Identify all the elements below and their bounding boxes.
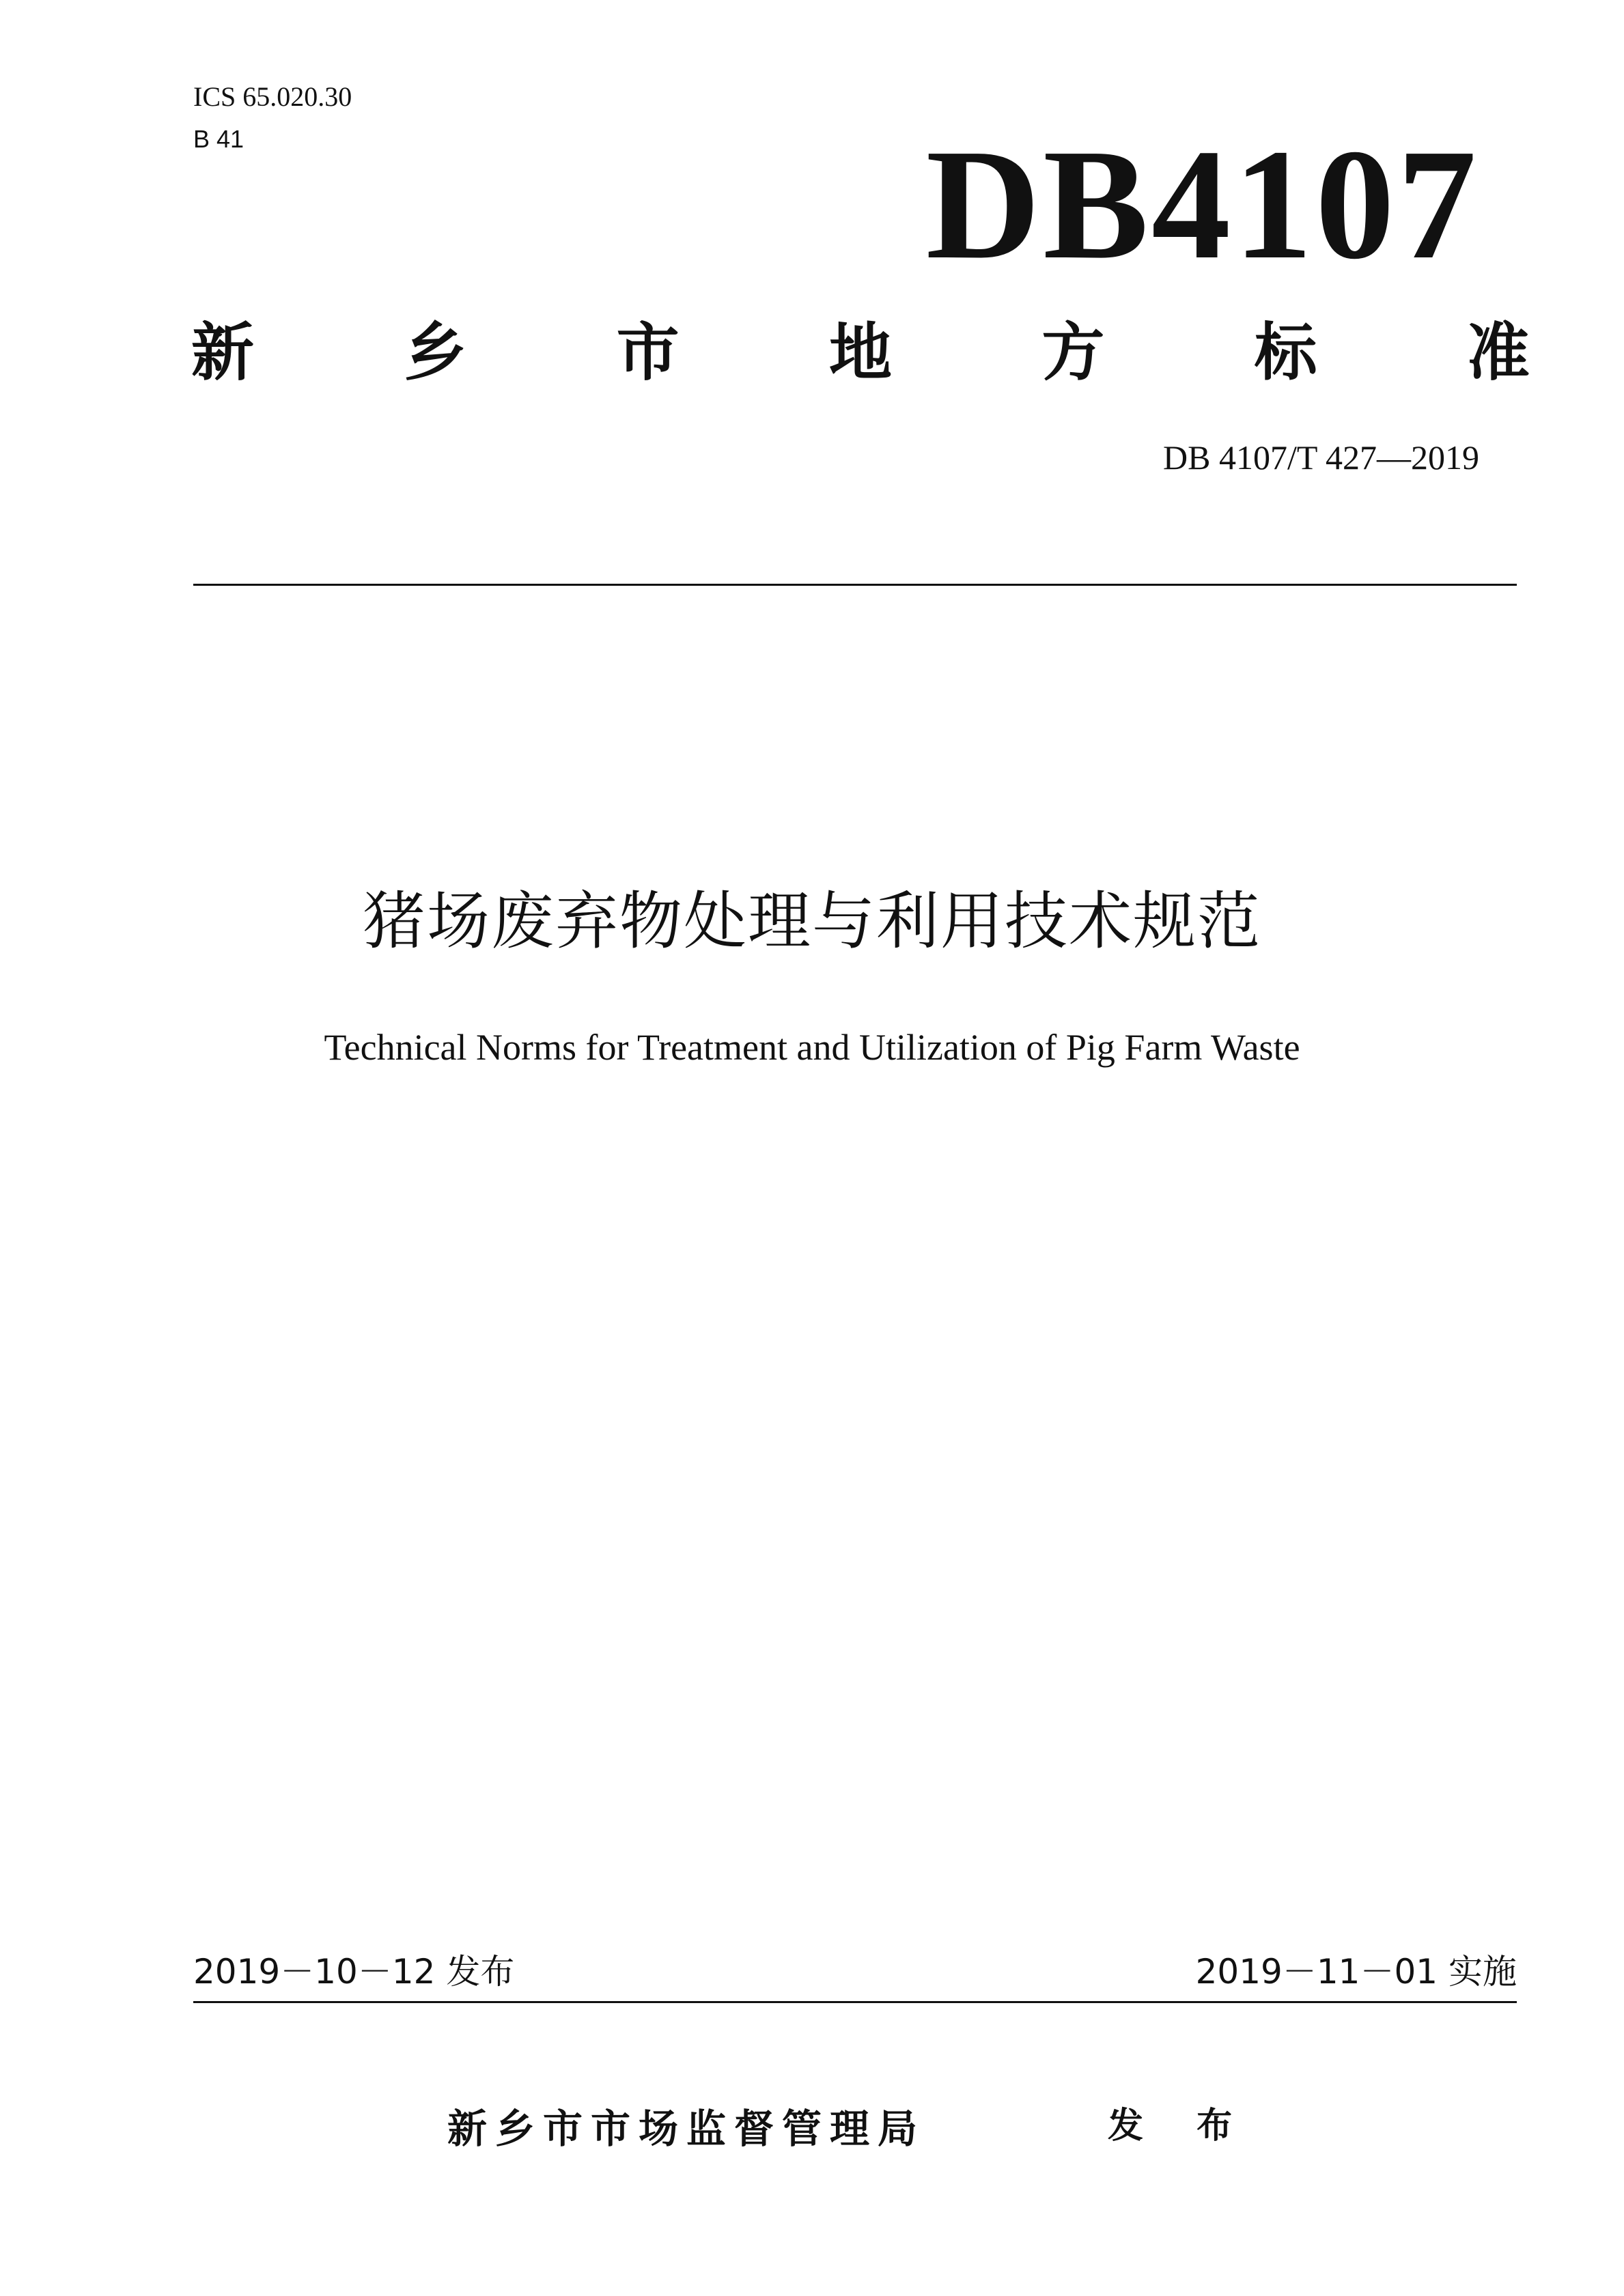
standard-type-char: 准 — [1466, 316, 1530, 389]
standard-prefix: DB4107 — [925, 117, 1479, 292]
standard-type-char: 新 — [191, 316, 255, 389]
footer-divider — [193, 2001, 1517, 2003]
standard-type-char: 标 — [1254, 316, 1317, 389]
publish-label: 发 布 — [1108, 2106, 1253, 2146]
implementation-date: 2019－11－01 实施 — [1195, 1952, 1517, 1992]
header-divider — [193, 584, 1517, 586]
document-title-chinese: 猪场废弃物处理与利用技术规范 — [362, 885, 1261, 958]
standard-type-char: 方 — [1041, 316, 1105, 389]
standard-type-char: 市 — [616, 316, 680, 389]
standard-code: DB 4107/T 427—2019 — [1163, 438, 1479, 477]
standard-type-heading — [191, 315, 1530, 391]
issue-date: 2019－10－12 发布 — [193, 1952, 515, 1992]
standard-type-char: 地 — [828, 316, 892, 389]
ics-code: ICS 65.020.30 — [193, 81, 352, 112]
category-code: B 41 — [193, 125, 244, 153]
standard-type-char: 乡 — [404, 316, 467, 389]
publisher-name: 新乡市市场监督管理局 — [447, 2106, 926, 2152]
document-title-english: Technical Norms for Treatment and Utilization of Pig Farm Waste — [324, 1027, 1300, 1068]
